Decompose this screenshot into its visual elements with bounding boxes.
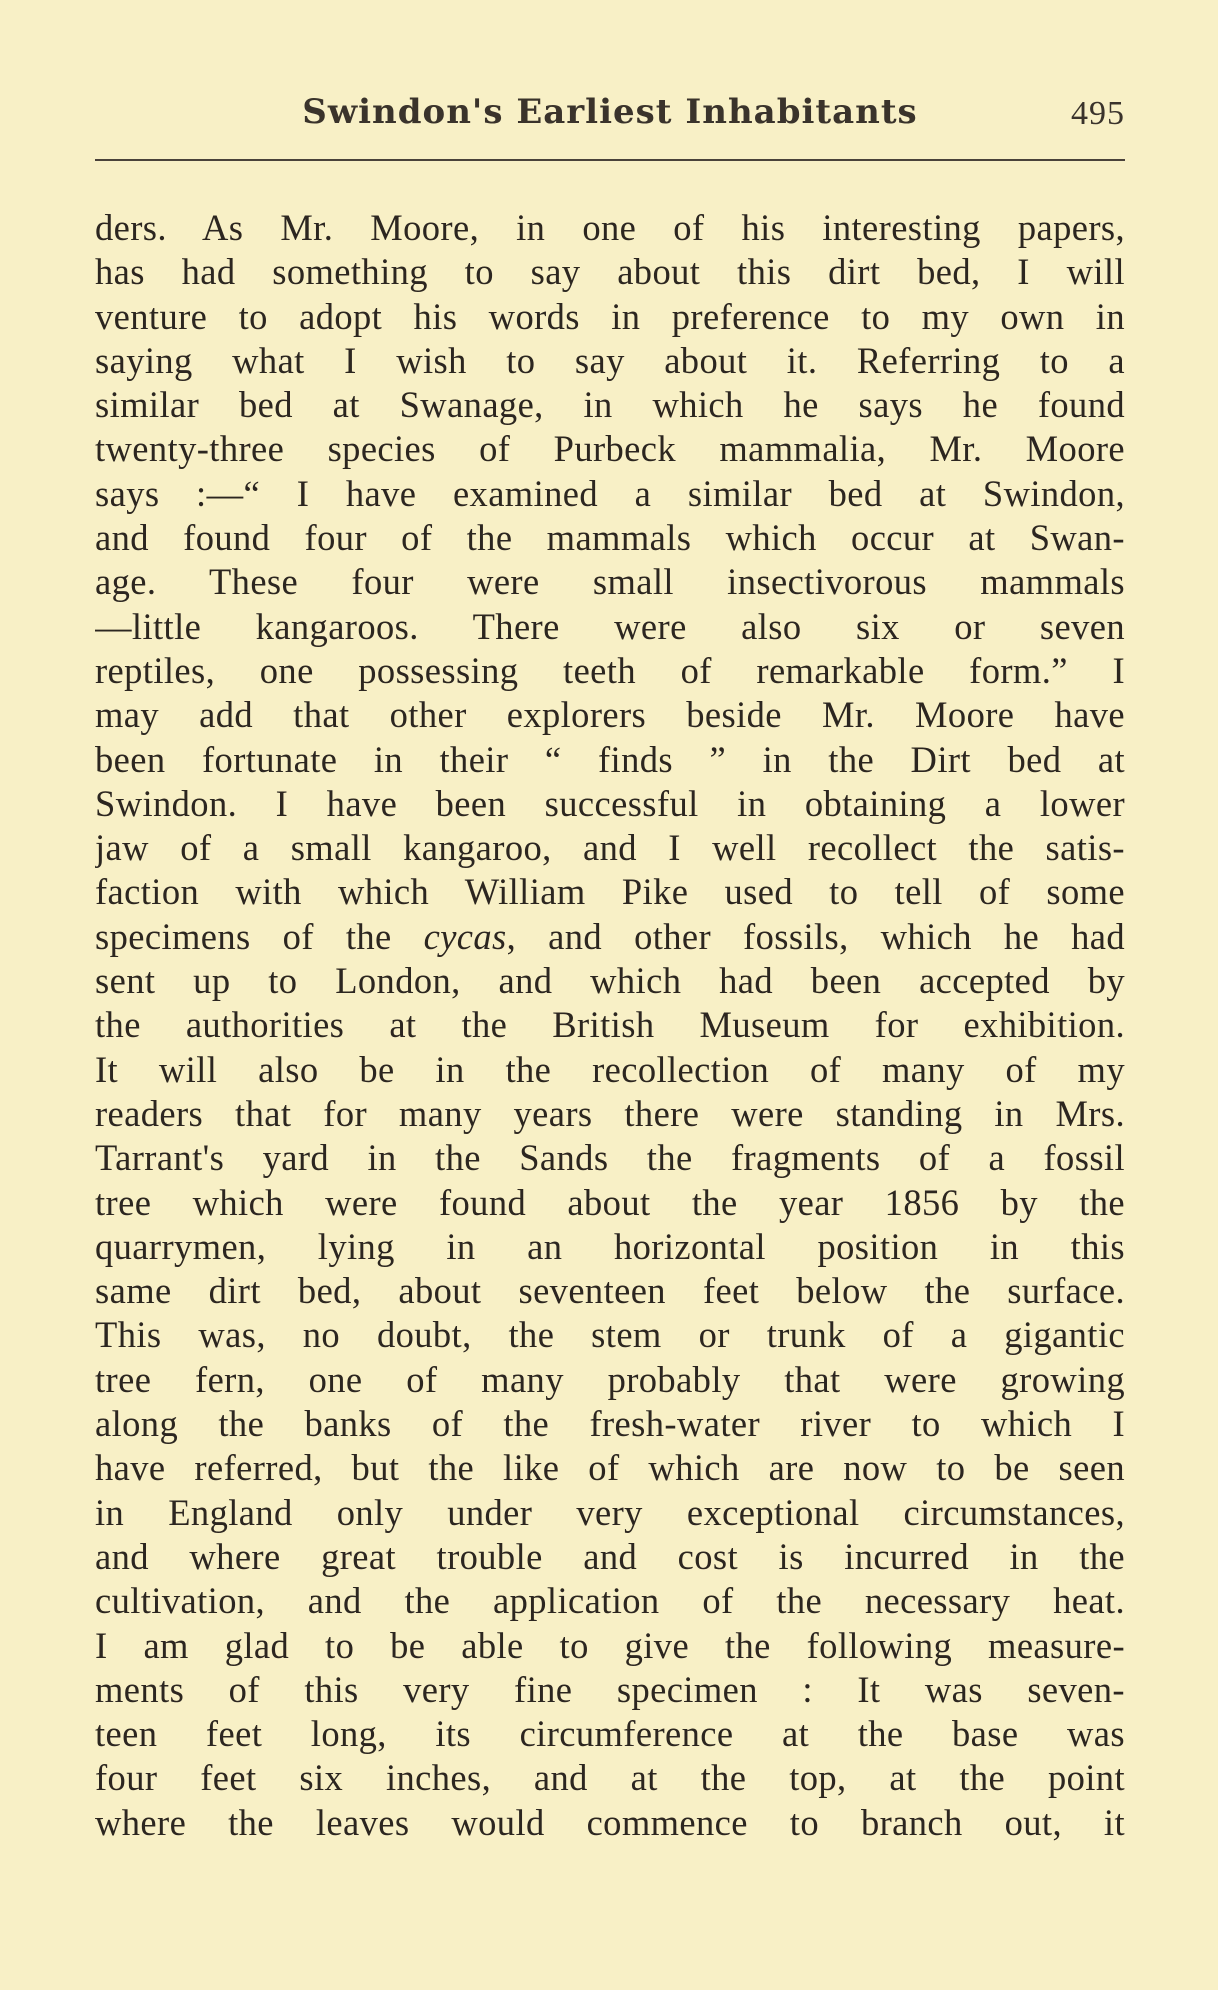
text-line: cultivation, and the application of the necessary heat.: [95, 1580, 1125, 1622]
text-line: where the leaves would commence to branch out, it: [95, 1801, 1125, 1843]
text-line: I am glad to be able to give the following measure-: [95, 1624, 1125, 1666]
body-text: [95, 206, 1125, 1845]
italic-term-cycas: cycas: [423, 915, 507, 957]
text-line: and where great trouble and cost is incurred in the: [95, 1535, 1125, 1577]
text-line: sent up to London, and which had been accepted by: [95, 960, 1125, 1002]
text-line: faction with which William Pike used to tell of some: [95, 871, 1125, 913]
text-line: ders. As Mr. Moore, in one of his interesting papers,: [95, 207, 1125, 248]
text-line: reptiles, one possessing teeth of remarkable form.” I: [95, 649, 1125, 691]
text-line: along the banks of the fresh-water river to which I: [95, 1403, 1125, 1445]
text-line: been fortunate in their “ finds ” in the Dirt bed at: [95, 738, 1125, 780]
text-line: similar bed at Swanage, in which he says he found: [95, 384, 1125, 426]
text-line: says :—“ I have examined a similar bed at Swindon,: [95, 472, 1125, 514]
text-line: in England only under very exceptional circumstances,: [95, 1491, 1125, 1533]
text-line: Swindon. I have been successful in obtaining a lower: [95, 782, 1125, 824]
text-line: may add that other explorers beside Mr. Moore have: [95, 694, 1125, 736]
text-line: readers that for many years there were standing in Mrs.: [95, 1092, 1125, 1134]
text-fragment: , and other fossils, which he had: [506, 915, 1125, 957]
text-line: venture to adopt his words in preference to my own in: [95, 295, 1125, 337]
text-line: ments of this very fine specimen : It was seven-: [95, 1668, 1125, 1710]
text-line: quarrymen, lying in an horizontal position in this: [95, 1225, 1125, 1267]
text-line: It will also be in the recollection of many of my: [95, 1048, 1125, 1090]
text-line-with-italic: [95, 915, 1125, 959]
header-rule: [95, 159, 1125, 161]
running-title: Swindon's Earliest Inhabitants: [302, 92, 918, 132]
text-line: Tarrant's yard in the Sands the fragments of a fossil: [95, 1137, 1125, 1179]
text-line: four feet six inches, and at the top, at the point: [95, 1757, 1125, 1799]
running-head: [95, 88, 1125, 138]
text-line: has had something to say about this dirt bed, I will: [95, 251, 1125, 293]
text-line: same dirt bed, about seventeen feet below the surface.: [95, 1270, 1125, 1312]
page-number: 495: [1071, 95, 1125, 132]
text-line: tree which were found about the year 1856 by the: [95, 1181, 1125, 1223]
text-line: tree fern, one of many probably that were growing: [95, 1358, 1125, 1400]
text-line: —little kangaroos. There were also six or seven: [95, 605, 1125, 647]
text-line: twenty-three species of Purbeck mammalia, Mr. Moore: [95, 428, 1125, 470]
text-line: have referred, but the like of which are now to be seen: [95, 1447, 1125, 1489]
text-line: age. These four were small insectivorous mammals: [95, 561, 1125, 603]
text-fragment: specimens of the: [95, 915, 392, 957]
text-line: teen feet long, its circumference at the base was: [95, 1713, 1125, 1755]
text-line: and found four of the mammals which occur at Swan-: [95, 517, 1125, 559]
text-line: the authorities at the British Museum for exhibition.: [95, 1004, 1125, 1046]
text-line: This was, no doubt, the stem or trunk of a gigantic: [95, 1314, 1125, 1356]
text-line: jaw of a small kangaroo, and I well recollect the satis-: [95, 827, 1125, 869]
text-line: saying what I wish to say about it. Referring to a: [95, 339, 1125, 381]
